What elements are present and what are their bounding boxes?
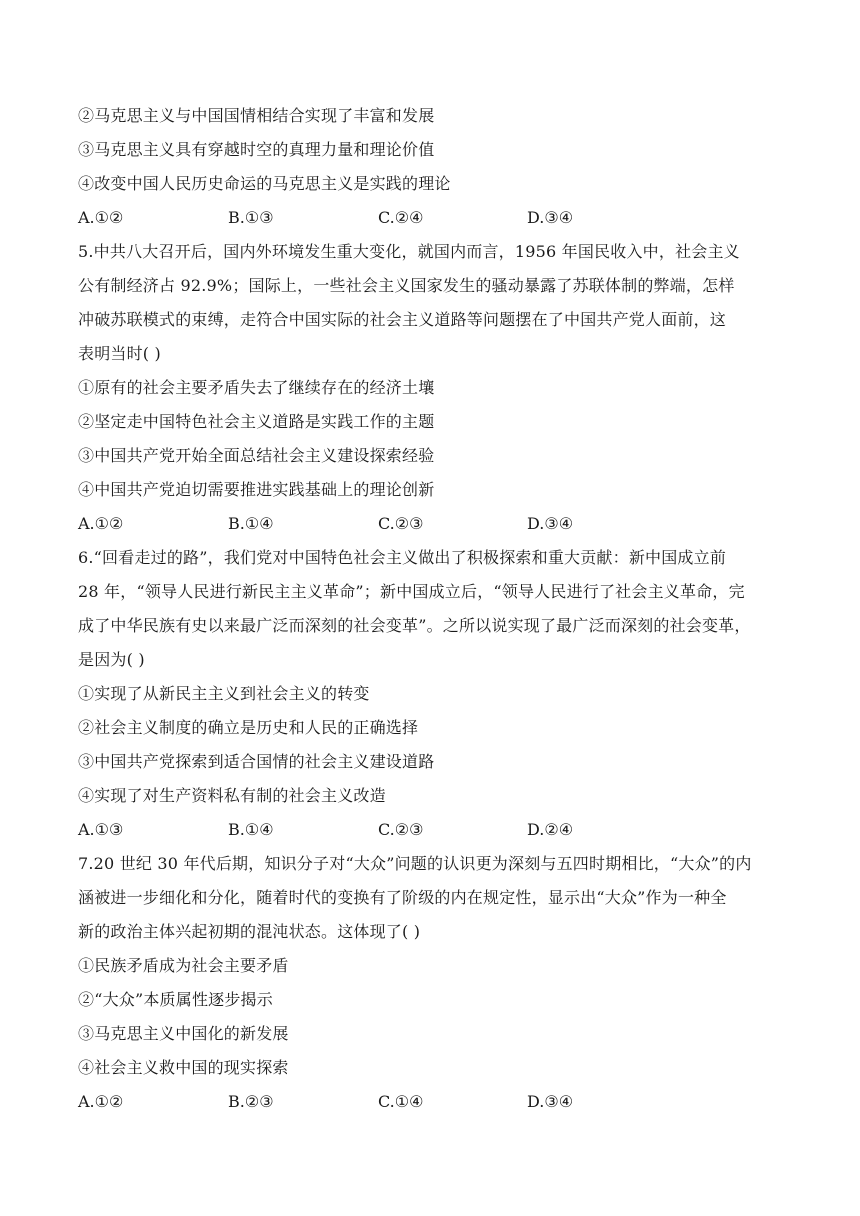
q5-choice-c[interactable]: C.②③ <box>378 514 424 533</box>
q6-option-1: ①实现了从新民主主义到社会主义的转变 <box>78 684 370 703</box>
q6-stem-line-3: 成了中华民族有史以来最广泛而深刻的社会变革”。之所以说实现了最广泛而深刻的社会变革， <box>78 616 751 635</box>
q5-option-4: ④中国共产党迫切需要推进实践基础上的理论创新 <box>78 480 435 499</box>
q7-stem-line-3: 新的政治主体兴起初期的混沌状态。这体现了( ) <box>78 922 421 941</box>
q5-choice-b[interactable]: B.①④ <box>228 514 274 533</box>
q7-stem-line-1: 7.20 世纪 30 年代后期，知识分子对“大众”问题的认识更为深刻与五四时期相比，“大众”的内 <box>78 854 752 873</box>
q5-option-1: ①原有的社会主要矛盾失去了继续存在的经济土壤 <box>78 378 435 397</box>
q7-choice-b[interactable]: B.②③ <box>228 1092 274 1111</box>
q4-option-4: ④改变中国人民历史命运的马克思主义是实践的理论 <box>78 174 451 193</box>
q7-option-4: ④社会主义救中国的现实探索 <box>78 1058 289 1077</box>
q5-option-3: ③中国共产党开始全面总结社会主义建设探索经验 <box>78 446 435 465</box>
q7-option-3: ③马克思主义中国化的新发展 <box>78 1024 289 1043</box>
q6-choice-d[interactable]: D.②④ <box>527 820 574 839</box>
q5-stem-line-1: 5.中共八大召开后，国内外环境发生重大变化，就国内而言，1956 年国民收入中，社会主义 <box>78 242 740 261</box>
q6-stem-line-2: 28 年，“领导人民进行新民主主义革命”；新中国成立后，“领导人民进行了社会主义革命，完 <box>78 582 745 601</box>
q4-choice-b[interactable]: B.①③ <box>228 208 274 227</box>
q4-choice-a[interactable]: A.①② <box>78 208 124 227</box>
q4-option-2: ②马克思主义与中国国情相结合实现了丰富和发展 <box>78 106 435 125</box>
q6-stem-line-4: 是因为( ) <box>78 650 145 669</box>
q5-choice-d[interactable]: D.③④ <box>527 514 574 533</box>
q5-stem-line-4: 表明当时( ) <box>78 344 161 363</box>
q6-stem-line-1: 6.“回看走过的路”，我们党对中国特色社会主义做出了积极探索和重大贡献：新中国成立前 <box>78 548 727 567</box>
q6-choices <box>78 813 792 847</box>
q5-stem-line-2: 公有制经济占 92.9%；国际上，一些社会主义国家发生的骚动暴露了苏联体制的弊端，怎样 <box>78 276 735 295</box>
q6-option-3: ③中国共产党探索到适合国情的社会主义建设道路 <box>78 752 435 771</box>
q5-option-2: ②坚定走中国特色社会主义道路是实践工作的主题 <box>78 412 435 431</box>
question-5 <box>78 235 792 541</box>
q7-option-2: ②“大众”本质属性逐步揭示 <box>78 990 273 1009</box>
q6-choice-c[interactable]: C.②③ <box>378 820 424 839</box>
q4-option-3: ③马克思主义具有穿越时空的真理力量和理论价值 <box>78 140 435 159</box>
q6-option-2: ②社会主义制度的确立是历史和人民的正确选择 <box>78 718 419 737</box>
exam-page <box>78 99 792 1119</box>
q5-choice-a[interactable]: A.①② <box>78 514 124 533</box>
q7-choice-c[interactable]: C.①④ <box>378 1092 424 1111</box>
q4-choice-c[interactable]: C.②④ <box>378 208 424 227</box>
q7-choices <box>78 1085 792 1119</box>
q4-choice-d[interactable]: D.③④ <box>527 208 574 227</box>
q7-choice-d[interactable]: D.③④ <box>527 1092 574 1111</box>
q5-stem-line-3: 冲破苏联模式的束缚，走符合中国实际的社会主义道路等问题摆在了中国共产党人面前，这 <box>78 310 727 329</box>
q7-option-1: ①民族矛盾成为社会主要矛盾 <box>78 956 289 975</box>
question-7 <box>78 847 792 1119</box>
q6-choice-a[interactable]: A.①③ <box>78 820 124 839</box>
question-4-tail <box>78 99 792 235</box>
q7-stem-line-2: 涵被进一步细化和分化，随着时代的变换有了阶级的内在规定性，显示出“大众”作为一种全 <box>78 888 727 907</box>
q7-choice-a[interactable]: A.①② <box>78 1092 124 1111</box>
q5-choices <box>78 507 792 541</box>
q4-choices <box>78 201 792 235</box>
q6-choice-b[interactable]: B.①④ <box>228 820 274 839</box>
q6-option-4: ④实现了对生产资料私有制的社会主义改造 <box>78 786 386 805</box>
question-6 <box>78 541 792 847</box>
